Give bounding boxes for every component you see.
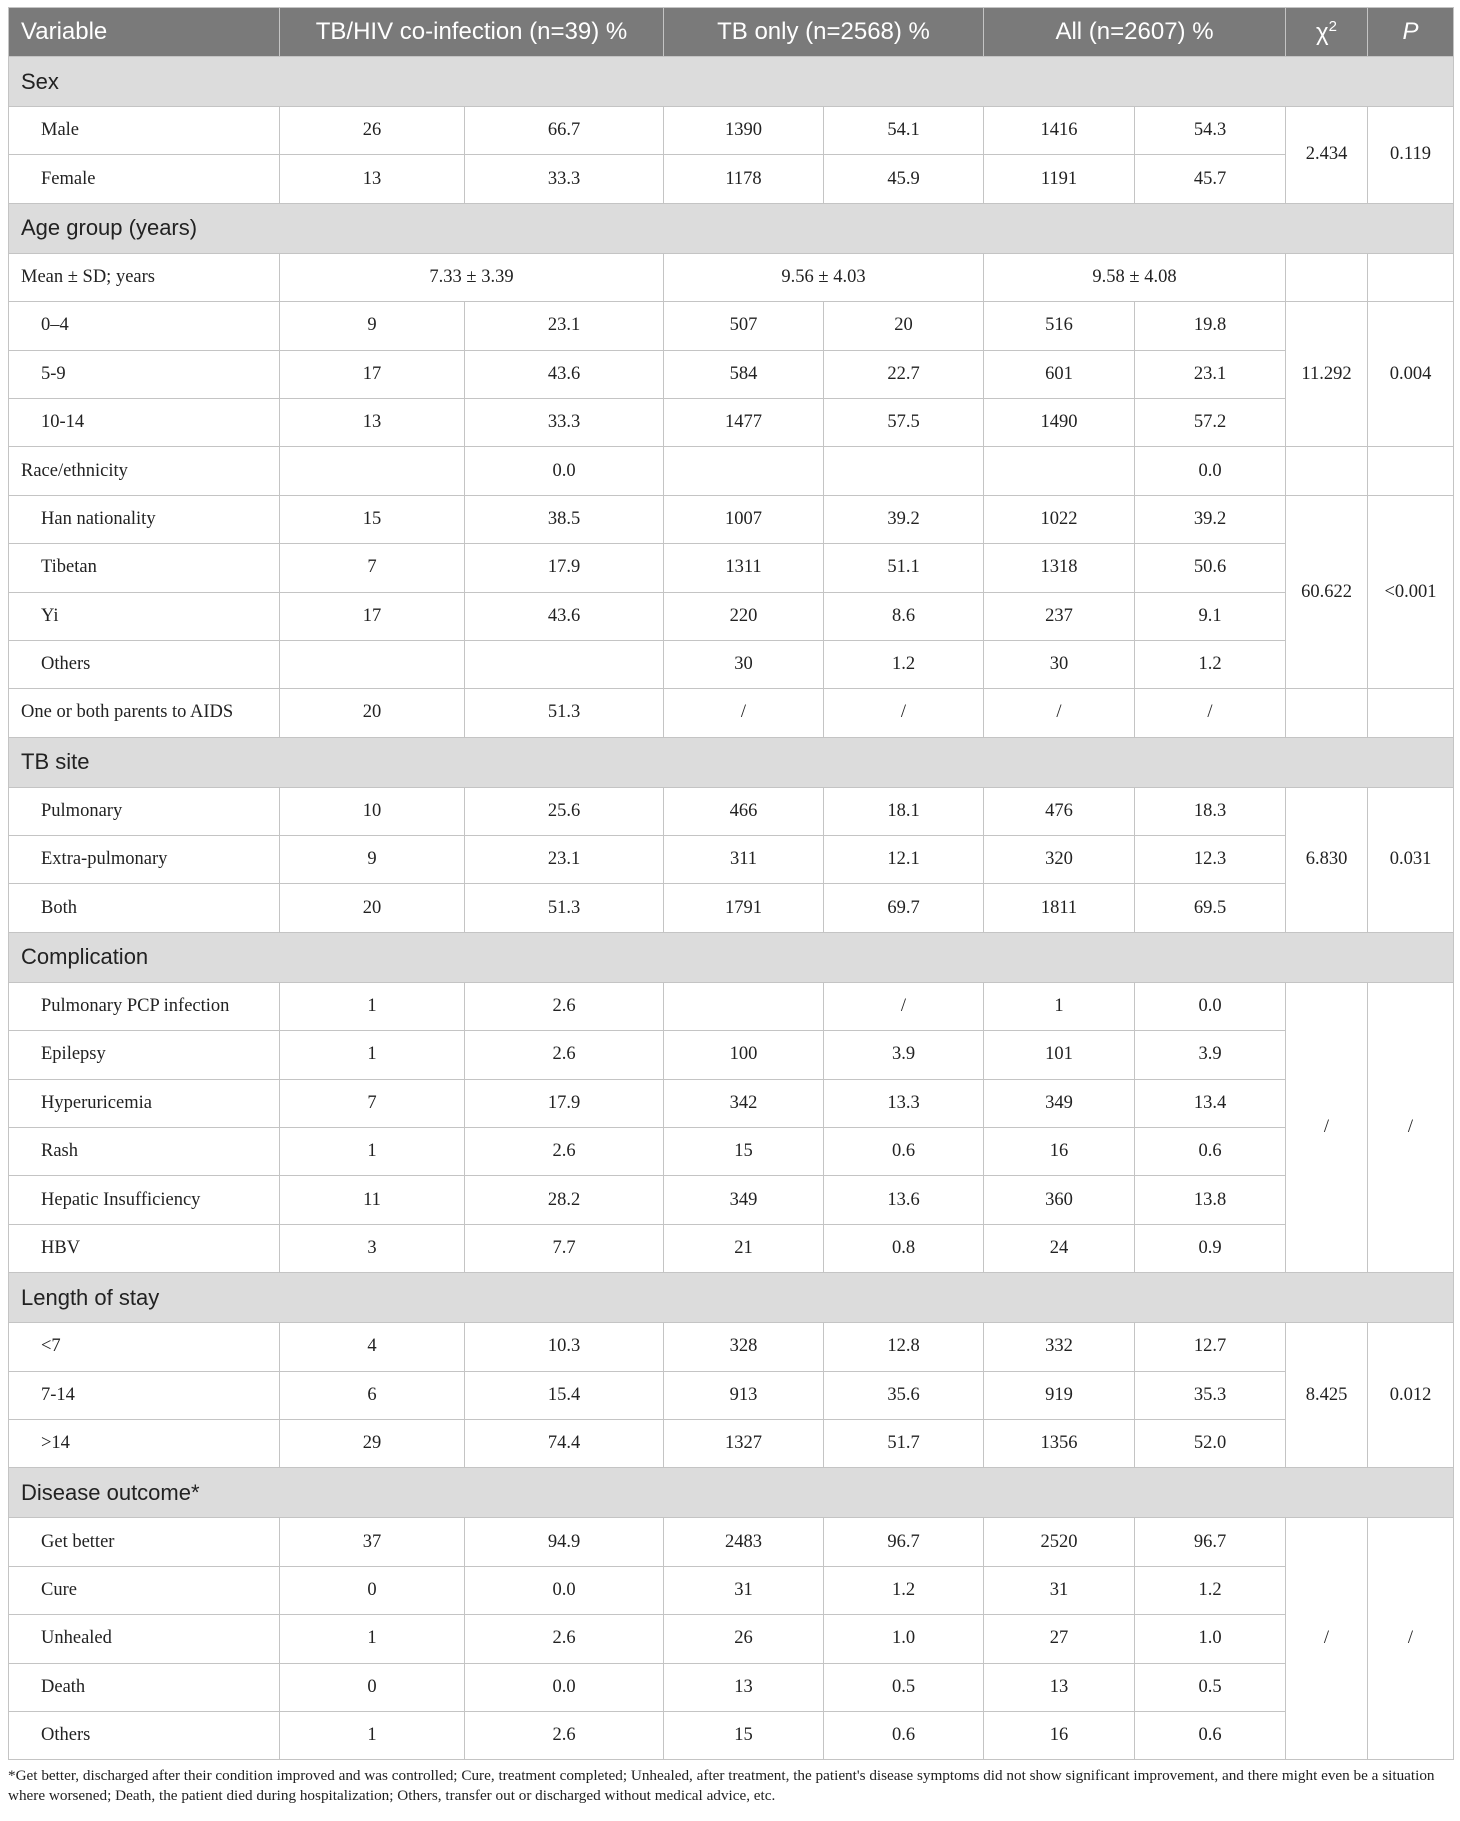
row-label: Pulmonary [9, 787, 280, 835]
cell: 57.2 [1135, 398, 1286, 446]
table-row [9, 1031, 1454, 1079]
cell: 2.6 [465, 982, 664, 1030]
cell: 69.5 [1135, 884, 1286, 932]
cell: 33.3 [465, 155, 664, 203]
table-row [9, 350, 1454, 398]
cell: 13 [664, 1663, 824, 1711]
cell: 1191 [984, 155, 1135, 203]
cell: 3 [280, 1224, 465, 1272]
cell: 16 [984, 1128, 1135, 1176]
cell: 0.0 [465, 1566, 664, 1614]
cell: 0.6 [1135, 1128, 1286, 1176]
cell: 9 [280, 836, 465, 884]
cell: 360 [984, 1176, 1135, 1224]
cell: 43.6 [465, 592, 664, 640]
cell: 220 [664, 592, 824, 640]
cell: 0.0 [465, 447, 664, 495]
cell: / [824, 982, 984, 1030]
cell: 601 [984, 350, 1135, 398]
row-label: Unhealed [9, 1615, 280, 1663]
cell: 13 [984, 1663, 1135, 1711]
table-row [9, 689, 1454, 737]
table-row [9, 1663, 1454, 1711]
cell [1286, 447, 1368, 495]
row-label: Cure [9, 1566, 280, 1614]
cell: 1318 [984, 544, 1135, 592]
cell: 1327 [664, 1419, 824, 1467]
cell: 0.8 [824, 1224, 984, 1272]
cell: 37 [280, 1518, 465, 1566]
section-row [9, 203, 1454, 253]
table-row [9, 1419, 1454, 1467]
cell: 0.0 [1135, 447, 1286, 495]
cell: 1.2 [824, 640, 984, 688]
cell: 17.9 [465, 544, 664, 592]
cell: 1811 [984, 884, 1135, 932]
cell: 22.7 [824, 350, 984, 398]
cell: 13 [280, 155, 465, 203]
cell: 0.6 [824, 1128, 984, 1176]
cell: 35.3 [1135, 1371, 1286, 1419]
table-row [9, 107, 1454, 155]
row-label: Rash [9, 1128, 280, 1176]
cell: 15 [664, 1711, 824, 1759]
cell: 24 [984, 1224, 1135, 1272]
cell: 913 [664, 1371, 824, 1419]
row-label: <7 [9, 1323, 280, 1371]
cell: 9.58 ± 4.08 [984, 253, 1286, 301]
cell: 1791 [664, 884, 824, 932]
table-footnote: *Get better, discharged after their condition improved and was controlled; Cure, treatment completed; Unhealed, after treatment, the patient's disease symptoms did not show significant improvement, and there might even be a situation where worsened; Death, the patient died during hospitalization; Others, transfer out or discharged without medical advice, etc. [8, 1767, 1435, 1804]
cell: 584 [664, 350, 824, 398]
row-label: 10-14 [9, 398, 280, 446]
cell: 52.0 [1135, 1419, 1286, 1467]
row-label: Both [9, 884, 280, 932]
section-row [9, 932, 1454, 982]
cell: 9 [280, 302, 465, 350]
cell: 96.7 [1135, 1518, 1286, 1566]
cell: 1 [280, 1711, 465, 1759]
cell: 7 [280, 544, 465, 592]
table-row [9, 544, 1454, 592]
cell: 25.6 [465, 787, 664, 835]
row-label: Mean ± SD; years [9, 253, 280, 301]
cell: 39.2 [1135, 495, 1286, 543]
row-label: >14 [9, 1419, 280, 1467]
cell [1368, 689, 1454, 737]
chi-superscript: 2 [1328, 17, 1337, 35]
cell: 9.1 [1135, 592, 1286, 640]
cell: 45.7 [1135, 155, 1286, 203]
cell: 6 [280, 1371, 465, 1419]
cell: 31 [984, 1566, 1135, 1614]
cell: 0 [280, 1663, 465, 1711]
cell: / [824, 689, 984, 737]
table-row [9, 1518, 1454, 1566]
section-row [9, 737, 1454, 787]
cell [1286, 689, 1368, 737]
cell: 17.9 [465, 1079, 664, 1127]
cell: 20 [824, 302, 984, 350]
cell: 96.7 [824, 1518, 984, 1566]
cell: 2.6 [465, 1615, 664, 1663]
cell: 4 [280, 1323, 465, 1371]
cell: 516 [984, 302, 1135, 350]
cell: 1178 [664, 155, 824, 203]
cell: 12.1 [824, 836, 984, 884]
cell: 51.7 [824, 1419, 984, 1467]
cell: 9.56 ± 4.03 [664, 253, 984, 301]
section-title: Length of stay [9, 1273, 1454, 1323]
table-row [9, 495, 1454, 543]
cell: 1 [280, 982, 465, 1030]
cell: 12.3 [1135, 836, 1286, 884]
table-container [8, 7, 1453, 1760]
header-coinfection: TB/HIV co-infection (n=39) % [280, 8, 664, 57]
table-row [9, 787, 1454, 835]
cell: 15 [280, 495, 465, 543]
cell: 54.3 [1135, 107, 1286, 155]
cell: 12.8 [824, 1323, 984, 1371]
header-tb-only: TB only (n=2568) % [664, 8, 984, 57]
p-value: 0.012 [1368, 1323, 1454, 1468]
chi-square-value: 6.830 [1286, 787, 1368, 932]
cell: 16 [984, 1711, 1135, 1759]
row-label: HBV [9, 1224, 280, 1272]
p-value: 0.004 [1368, 302, 1454, 447]
cell: 29 [280, 1419, 465, 1467]
data-table [8, 7, 1454, 1760]
section-title: Sex [9, 57, 1454, 107]
row-label: Death [9, 1663, 280, 1711]
row-label: 7-14 [9, 1371, 280, 1419]
cell: 1 [280, 1615, 465, 1663]
cell: / [984, 689, 1135, 737]
cell: 20 [280, 689, 465, 737]
cell: 18.1 [824, 787, 984, 835]
row-label: Get better [9, 1518, 280, 1566]
cell: 27 [984, 1615, 1135, 1663]
cell: 1477 [664, 398, 824, 446]
cell: 17 [280, 592, 465, 640]
row-label: Tibetan [9, 544, 280, 592]
cell [664, 447, 824, 495]
cell: 31 [664, 1566, 824, 1614]
row-label: Han nationality [9, 495, 280, 543]
row-label: 5-9 [9, 350, 280, 398]
cell: 35.6 [824, 1371, 984, 1419]
cell: 45.9 [824, 155, 984, 203]
cell: 328 [664, 1323, 824, 1371]
cell: 7.7 [465, 1224, 664, 1272]
cell: / [1135, 689, 1286, 737]
cell: 2.6 [465, 1711, 664, 1759]
cell: 94.9 [465, 1518, 664, 1566]
cell: 54.1 [824, 107, 984, 155]
cell [1286, 253, 1368, 301]
cell [465, 640, 664, 688]
cell: 1.0 [1135, 1615, 1286, 1663]
cell: 7.33 ± 3.39 [280, 253, 664, 301]
cell: 38.5 [465, 495, 664, 543]
cell: 3.9 [824, 1031, 984, 1079]
cell: 23.1 [1135, 350, 1286, 398]
cell: 2520 [984, 1518, 1135, 1566]
section-title: Age group (years) [9, 203, 1454, 253]
cell: 23.1 [465, 302, 664, 350]
cell: 13.4 [1135, 1079, 1286, 1127]
table-row [9, 1615, 1454, 1663]
section-title: TB site [9, 737, 1454, 787]
row-label: Pulmonary PCP infection [9, 982, 280, 1030]
cell: 0.5 [1135, 1663, 1286, 1711]
cell: 0 [280, 1566, 465, 1614]
section-title: Disease outcome* [9, 1468, 1454, 1518]
row-label: Epilepsy [9, 1031, 280, 1079]
cell: 15.4 [465, 1371, 664, 1419]
cell: 30 [984, 640, 1135, 688]
row-label: Extra-pulmonary [9, 836, 280, 884]
table-row [9, 982, 1454, 1030]
cell: 507 [664, 302, 824, 350]
section-title: Complication [9, 932, 1454, 982]
cell: 51.3 [465, 689, 664, 737]
chi-square-value: / [1286, 1518, 1368, 1760]
p-value: 0.031 [1368, 787, 1454, 932]
header-chi-square [1286, 8, 1368, 57]
cell: 1.2 [1135, 640, 1286, 688]
cell: 0.5 [824, 1663, 984, 1711]
chi-square-value: 2.434 [1286, 107, 1368, 204]
section-row [9, 1468, 1454, 1518]
cell: 1 [280, 1031, 465, 1079]
row-label: Yi [9, 592, 280, 640]
cell: 237 [984, 592, 1135, 640]
cell [824, 447, 984, 495]
table-row [9, 447, 1454, 495]
table-row [9, 1079, 1454, 1127]
row-label: Others [9, 1711, 280, 1759]
cell: 1 [280, 1128, 465, 1176]
cell [664, 982, 824, 1030]
table-row [9, 1224, 1454, 1272]
cell: 101 [984, 1031, 1135, 1079]
cell: / [664, 689, 824, 737]
cell: 349 [664, 1176, 824, 1224]
cell: 11 [280, 1176, 465, 1224]
chi-square-value: 60.622 [1286, 495, 1368, 689]
cell: 1356 [984, 1419, 1135, 1467]
table-row [9, 836, 1454, 884]
table-row [9, 1711, 1454, 1759]
cell: 10 [280, 787, 465, 835]
cell: 51.3 [465, 884, 664, 932]
table-row [9, 1128, 1454, 1176]
cell: 100 [664, 1031, 824, 1079]
row-label: Others [9, 640, 280, 688]
p-value: / [1368, 1518, 1454, 1760]
cell: 12.7 [1135, 1323, 1286, 1371]
cell: 13.3 [824, 1079, 984, 1127]
cell: 43.6 [465, 350, 664, 398]
header-variable: Variable [9, 8, 280, 57]
table-row [9, 155, 1454, 203]
cell: 0.6 [824, 1711, 984, 1759]
cell: 1416 [984, 107, 1135, 155]
cell: 30 [664, 640, 824, 688]
row-label: Hepatic Insufficiency [9, 1176, 280, 1224]
cell: 33.3 [465, 398, 664, 446]
cell: 8.6 [824, 592, 984, 640]
cell: 1.2 [824, 1566, 984, 1614]
cell: 21 [664, 1224, 824, 1272]
cell: 26 [664, 1615, 824, 1663]
table-row [9, 1176, 1454, 1224]
cell: 1490 [984, 398, 1135, 446]
cell: 1.2 [1135, 1566, 1286, 1614]
cell: 23.1 [465, 836, 664, 884]
header-all: All (n=2607) % [984, 8, 1286, 57]
cell: 18.3 [1135, 787, 1286, 835]
cell: 342 [664, 1079, 824, 1127]
cell: 66.7 [465, 107, 664, 155]
cell: 0.9 [1135, 1224, 1286, 1272]
row-label: Male [9, 107, 280, 155]
cell: 57.5 [824, 398, 984, 446]
header-row [9, 8, 1454, 57]
table-row [9, 1566, 1454, 1614]
cell: 2.6 [465, 1128, 664, 1176]
cell: 476 [984, 787, 1135, 835]
cell: 2.6 [465, 1031, 664, 1079]
section-row [9, 57, 1454, 107]
cell: 1.0 [824, 1615, 984, 1663]
cell: 0.0 [1135, 982, 1286, 1030]
p-value: <0.001 [1368, 495, 1454, 689]
cell: 311 [664, 836, 824, 884]
cell: 320 [984, 836, 1135, 884]
cell: 39.2 [824, 495, 984, 543]
cell: 0.0 [465, 1663, 664, 1711]
cell: 19.8 [1135, 302, 1286, 350]
cell: 1 [984, 982, 1135, 1030]
row-label: Female [9, 155, 280, 203]
cell: 919 [984, 1371, 1135, 1419]
cell: 1311 [664, 544, 824, 592]
cell: 1022 [984, 495, 1135, 543]
cell: 1390 [664, 107, 824, 155]
cell [1368, 253, 1454, 301]
table-row [9, 640, 1454, 688]
cell: 20 [280, 884, 465, 932]
cell: 332 [984, 1323, 1135, 1371]
row-label: Hyperuricemia [9, 1079, 280, 1127]
p-value: / [1368, 982, 1454, 1272]
cell: 0.6 [1135, 1711, 1286, 1759]
cell: 15 [664, 1128, 824, 1176]
cell: 349 [984, 1079, 1135, 1127]
cell: 13 [280, 398, 465, 446]
row-label: Race/ethnicity [9, 447, 280, 495]
cell: 3.9 [1135, 1031, 1286, 1079]
cell: 13.8 [1135, 1176, 1286, 1224]
cell [280, 447, 465, 495]
chi-square-value: 11.292 [1286, 302, 1368, 447]
table-row [9, 592, 1454, 640]
table-row [9, 253, 1454, 301]
row-label: One or both parents to AIDS [9, 689, 280, 737]
cell: 1007 [664, 495, 824, 543]
table-row [9, 302, 1454, 350]
table-row [9, 884, 1454, 932]
cell: 74.4 [465, 1419, 664, 1467]
cell [280, 640, 465, 688]
cell [984, 447, 1135, 495]
cell: 69.7 [824, 884, 984, 932]
table-row [9, 398, 1454, 446]
chi-symbol: χ [1316, 18, 1329, 46]
cell: 51.1 [824, 544, 984, 592]
cell: 466 [664, 787, 824, 835]
cell: 7 [280, 1079, 465, 1127]
cell: 2483 [664, 1518, 824, 1566]
table-row [9, 1323, 1454, 1371]
row-label: 0–4 [9, 302, 280, 350]
p-value: 0.119 [1368, 107, 1454, 204]
cell: 26 [280, 107, 465, 155]
cell: 17 [280, 350, 465, 398]
table-row [9, 1371, 1454, 1419]
chi-square-value: 8.425 [1286, 1323, 1368, 1468]
cell: 13.6 [824, 1176, 984, 1224]
cell [1368, 447, 1454, 495]
section-row [9, 1273, 1454, 1323]
cell: 10.3 [465, 1323, 664, 1371]
chi-square-value: / [1286, 982, 1368, 1272]
header-p: P [1368, 8, 1454, 57]
cell: 50.6 [1135, 544, 1286, 592]
cell: 28.2 [465, 1176, 664, 1224]
